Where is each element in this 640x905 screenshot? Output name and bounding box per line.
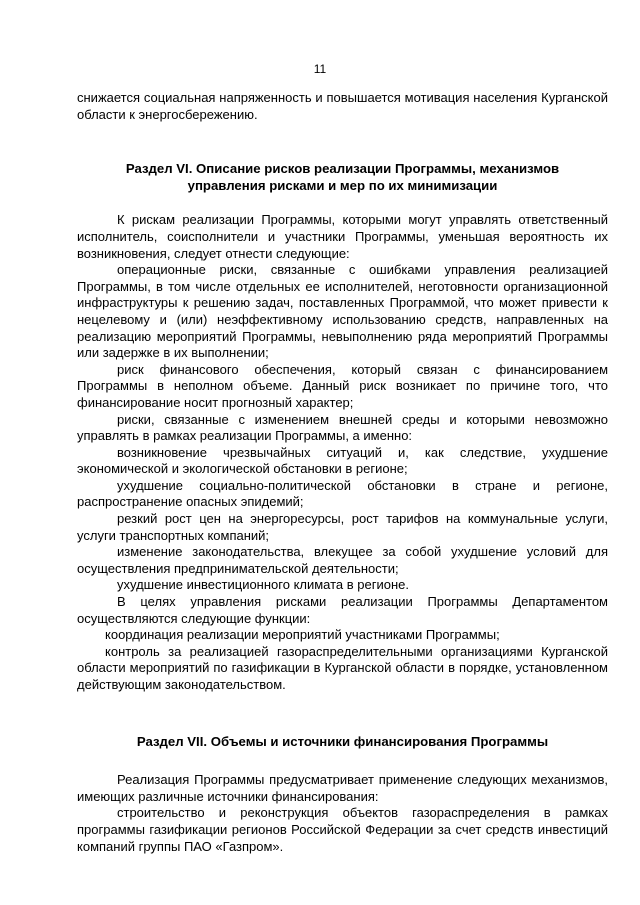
section-6-paragraph: К рискам реализации Программы, которыми могут управлять ответственный исполнитель, соисполнители и участники Программы, уменьшая вероятность их возникновения, следует отнести следующие: xyxy=(77,212,608,261)
section-6-paragraph: контроль за реализацией газораспределительными организациями Курганской области мероприятий по газификации в Курганской области в порядке, установленном действующим законодательством. xyxy=(77,643,608,692)
page-number: 11 xyxy=(313,62,327,76)
section-6-paragraph: изменение законодательства, влекущее за собой ухудшение условий для осуществления предпринимательской деятельности; xyxy=(77,544,608,576)
section-6-paragraph: риски, связанные с изменением внешней среды и которыми невозможно управлять в рамках реализации Программы, а именно: xyxy=(77,411,608,444)
section-6-paragraph: возникновение чрезвычайных ситуаций и, как следствие, ухудшение экономической и экологической обстановки в регионе; xyxy=(77,444,608,477)
section-6-paragraph: операционные риски, связанные с ошибками управления реализацией Программы, в том числе отдельных ее исполнителей, неготовности организационной инфраструктуры к решению задач, поставленных Программой, что может привести к нецелевому и (или) неэффективному использованию средств, направленных на реализацию мероприятий Программы, невыполнению ряда мероприятий Программы или задержке в их выполнении; xyxy=(77,262,608,361)
section-6-paragraph: координация реализации мероприятий участниками Программы; xyxy=(105,627,500,643)
paragraph-intro: снижается социальная напряженность и повышается мотивация населения Курганской области к энергосбережению. xyxy=(77,90,608,122)
section-7-heading: Раздел VII. Объемы и источники финансирования Программы xyxy=(136,733,549,749)
section-6-paragraph: риск финансового обеспечения, который связан с финансированием Программы в неполном объеме. Данный риск возникает по причине того, что финансирование носит прогнозный характер; xyxy=(77,361,608,410)
section-6-paragraph: резкий рост цен на энергоресурсы, рост тарифов на коммунальные услуги, услуги транспортных компаний; xyxy=(77,511,608,543)
section-6-paragraph: ухудшение социально-политической обстановки в стране и регионе, распространение опасных эпидемий; xyxy=(77,477,608,510)
section-6-paragraph: ухудшение инвестиционного климата в регионе. xyxy=(117,577,410,593)
section-7-paragraph: Реализация Программы предусматривает применение следующих механизмов, имеющих различные источники финансирования: xyxy=(77,772,608,804)
section-6-heading: Раздел VI. Описание рисков реализации Программы, механизмов управления рисками и мер по их минимизации xyxy=(125,161,560,193)
document-body xyxy=(77,90,608,855)
section-7-paragraph: строительство и реконструкция объектов газораспределения в рамках программы газификации регионов Российской Федерации за счет средств инвестиций компаний группы ПАО «Газпром». xyxy=(77,805,608,854)
section-6-paragraph: В целях управления рисками реализации Программы Департаментом осуществляются следующие функции: xyxy=(77,594,608,626)
